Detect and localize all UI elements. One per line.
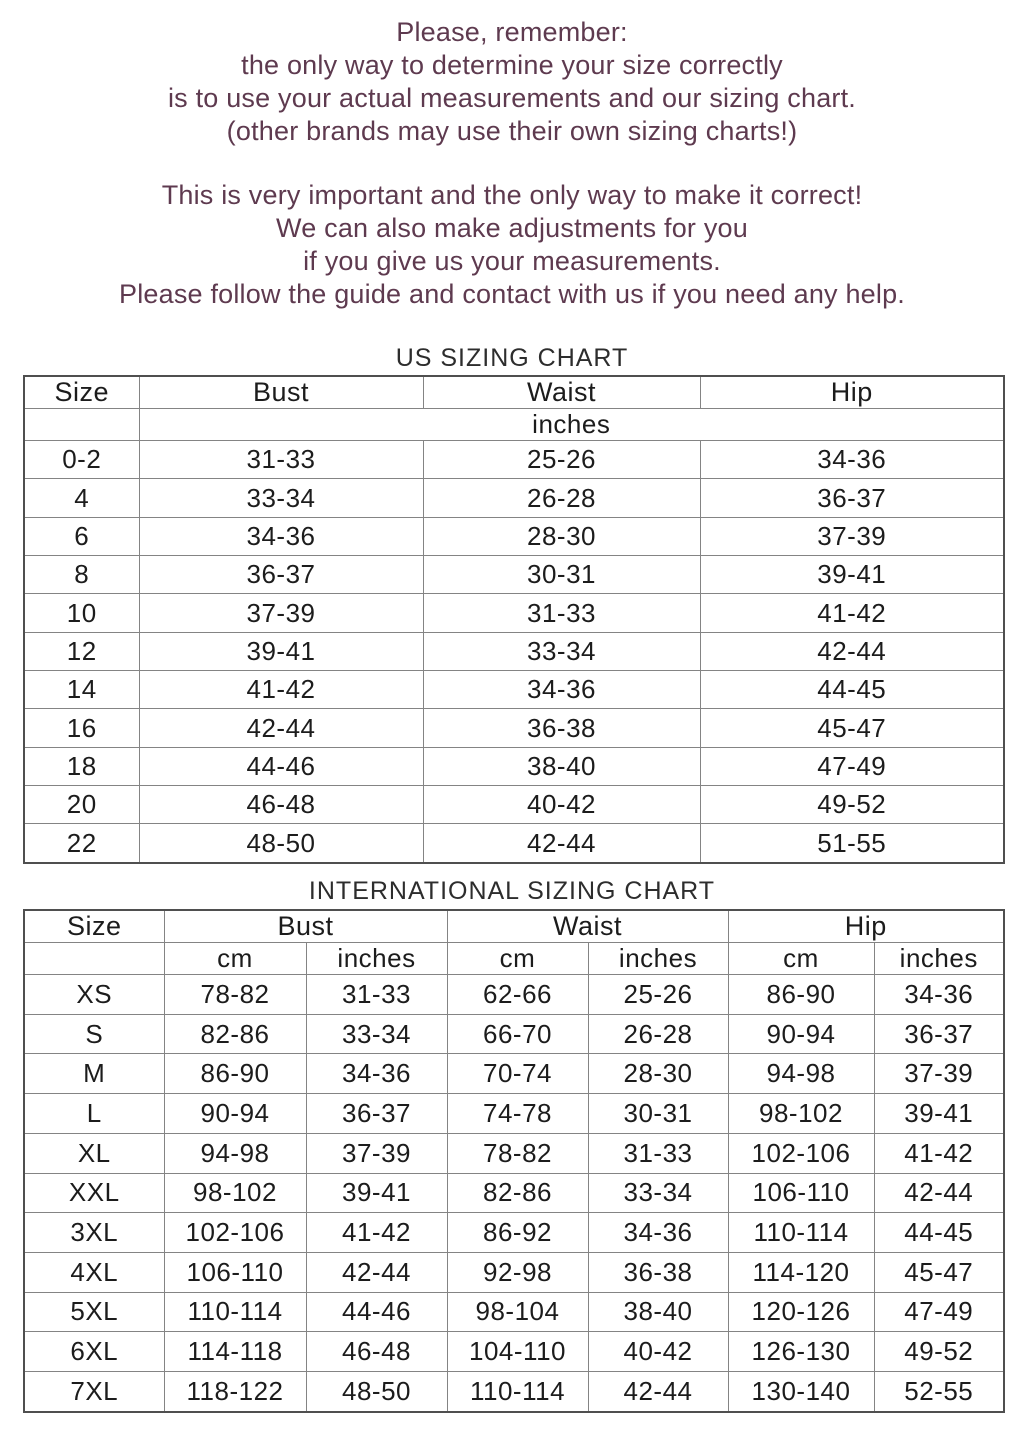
- size-cell: 14: [24, 671, 139, 709]
- measurement-cell: 37-39: [874, 1054, 1004, 1094]
- table-row: [24, 1133, 1004, 1173]
- measurement-cell: 31-33: [306, 975, 447, 1015]
- measurement-cell: 33-34: [588, 1173, 728, 1213]
- intro-line: if you give us your measurements.: [303, 246, 721, 276]
- measurement-cell: 86-90: [728, 975, 874, 1015]
- measurement-cell: 46-48: [139, 786, 423, 824]
- intro-line: the only way to determine your size correctly: [241, 50, 783, 80]
- measurement-cell: 25-26: [588, 975, 728, 1015]
- measurement-cell: 78-82: [164, 975, 306, 1015]
- measurement-cell: 36-37: [700, 479, 1004, 517]
- size-cell: S: [24, 1014, 164, 1054]
- measurement-cell: 26-28: [423, 479, 700, 517]
- size-cell: 0-2: [24, 441, 139, 479]
- measurement-cell: 92-98: [447, 1252, 588, 1292]
- empty-cell: [24, 943, 164, 975]
- table-row: [24, 824, 1004, 863]
- measurement-cell: 94-98: [164, 1133, 306, 1173]
- measurement-cell: 36-37: [139, 556, 423, 594]
- us-unit-label: inches: [139, 409, 1004, 441]
- measurement-cell: 45-47: [874, 1252, 1004, 1292]
- table-row: [24, 556, 1004, 594]
- waist-cm-header: cm: [447, 943, 588, 975]
- measurement-cell: 31-33: [588, 1133, 728, 1173]
- measurement-cell: 37-39: [139, 594, 423, 632]
- measurement-cell: 106-110: [728, 1173, 874, 1213]
- measurement-cell: 82-86: [164, 1014, 306, 1054]
- measurement-cell: 42-44: [423, 824, 700, 863]
- us-sizing-table: [23, 375, 1005, 864]
- measurement-cell: 102-106: [164, 1213, 306, 1253]
- size-cell: 6: [24, 517, 139, 555]
- table-row: [24, 594, 1004, 632]
- measurement-cell: 40-42: [588, 1332, 728, 1372]
- table-row: [24, 479, 1004, 517]
- measurement-cell: 49-52: [700, 786, 1004, 824]
- measurement-cell: 34-36: [306, 1054, 447, 1094]
- measurement-cell: 82-86: [447, 1173, 588, 1213]
- measurement-cell: 110-114: [447, 1372, 588, 1412]
- measurement-cell: 114-118: [164, 1332, 306, 1372]
- international-sizing-table: [23, 909, 1005, 1413]
- us-waist-column-header: Waist: [423, 376, 700, 409]
- size-cell: 20: [24, 786, 139, 824]
- measurement-cell: 86-92: [447, 1213, 588, 1253]
- measurement-cell: 39-41: [874, 1094, 1004, 1134]
- measurement-cell: 44-46: [139, 747, 423, 785]
- table-row: [24, 441, 1004, 479]
- size-cell: XL: [24, 1133, 164, 1173]
- measurement-cell: 42-44: [139, 709, 423, 747]
- intro-paragraph-1: [0, 16, 1024, 148]
- us-header-row: [24, 376, 1004, 409]
- size-cell: 10: [24, 594, 139, 632]
- intro-paragraph-2: [0, 179, 1024, 311]
- measurement-cell: 44-46: [306, 1292, 447, 1332]
- empty-cell: [24, 409, 139, 441]
- measurement-cell: 118-122: [164, 1372, 306, 1412]
- size-cell: 5XL: [24, 1292, 164, 1332]
- hip-inches-header: inches: [874, 943, 1004, 975]
- measurement-cell: 39-41: [700, 556, 1004, 594]
- measurement-cell: 33-34: [306, 1014, 447, 1054]
- size-cell: 4XL: [24, 1252, 164, 1292]
- measurement-cell: 38-40: [423, 747, 700, 785]
- measurement-cell: 37-39: [306, 1133, 447, 1173]
- size-cell: L: [24, 1094, 164, 1134]
- measurement-cell: 120-126: [728, 1292, 874, 1332]
- measurement-cell: 34-36: [874, 975, 1004, 1015]
- measurement-cell: 42-44: [874, 1173, 1004, 1213]
- measurement-cell: 30-31: [423, 556, 700, 594]
- measurement-cell: 94-98: [728, 1054, 874, 1094]
- waist-inches-header: inches: [588, 943, 728, 975]
- size-cell: 7XL: [24, 1372, 164, 1412]
- measurement-cell: 31-33: [423, 594, 700, 632]
- measurement-cell: 41-42: [306, 1213, 447, 1253]
- intl-bust-column-header: Bust: [164, 910, 447, 943]
- measurement-cell: 36-37: [874, 1014, 1004, 1054]
- measurement-cell: 66-70: [447, 1014, 588, 1054]
- measurement-cell: 51-55: [700, 824, 1004, 863]
- table-row: [24, 1173, 1004, 1213]
- measurement-cell: 41-42: [700, 594, 1004, 632]
- table-row: [24, 1213, 1004, 1253]
- measurement-cell: 47-49: [874, 1292, 1004, 1332]
- size-cell: XXL: [24, 1173, 164, 1213]
- table-row: [24, 517, 1004, 555]
- measurement-cell: 130-140: [728, 1372, 874, 1412]
- measurement-cell: 102-106: [728, 1133, 874, 1173]
- us-bust-column-header: Bust: [139, 376, 423, 409]
- intro-line: We can also make adjustments for you: [276, 213, 748, 243]
- measurement-cell: 34-36: [700, 441, 1004, 479]
- measurement-cell: 110-114: [728, 1213, 874, 1253]
- us-unit-row: [24, 409, 1004, 441]
- us-chart-title: US SIZING CHART: [395, 344, 629, 372]
- intl-hip-column-header: Hip: [728, 910, 1004, 943]
- measurement-cell: 52-55: [874, 1372, 1004, 1412]
- measurement-cell: 36-37: [306, 1094, 447, 1134]
- measurement-cell: 47-49: [700, 747, 1004, 785]
- measurement-cell: 114-120: [728, 1252, 874, 1292]
- size-cell: 4: [24, 479, 139, 517]
- measurement-cell: 48-50: [306, 1372, 447, 1412]
- table-row: [24, 709, 1004, 747]
- size-cell: XS: [24, 975, 164, 1015]
- measurement-cell: 70-74: [447, 1054, 588, 1094]
- table-row: [24, 786, 1004, 824]
- measurement-cell: 34-36: [588, 1213, 728, 1253]
- us-table-body: [24, 441, 1004, 864]
- size-cell: 6XL: [24, 1332, 164, 1372]
- measurement-cell: 49-52: [874, 1332, 1004, 1372]
- measurement-cell: 98-104: [447, 1292, 588, 1332]
- measurement-cell: 40-42: [423, 786, 700, 824]
- measurement-cell: 30-31: [588, 1094, 728, 1134]
- us-size-column-header: Size: [24, 376, 139, 409]
- bust-cm-header: cm: [164, 943, 306, 975]
- intro-text: [0, 16, 1024, 311]
- measurement-cell: 104-110: [447, 1332, 588, 1372]
- measurement-cell: 28-30: [588, 1054, 728, 1094]
- measurement-cell: 37-39: [700, 517, 1004, 555]
- us-hip-column-header: Hip: [700, 376, 1004, 409]
- measurement-cell: 33-34: [423, 632, 700, 670]
- measurement-cell: 36-38: [588, 1252, 728, 1292]
- measurement-cell: 106-110: [164, 1252, 306, 1292]
- measurement-cell: 42-44: [588, 1372, 728, 1412]
- measurement-cell: 98-102: [728, 1094, 874, 1134]
- measurement-cell: 28-30: [423, 517, 700, 555]
- intl-waist-column-header: Waist: [447, 910, 728, 943]
- bust-inches-header: inches: [306, 943, 447, 975]
- size-cell: M: [24, 1054, 164, 1094]
- intro-line: Please, remember:: [396, 17, 628, 47]
- table-row: [24, 632, 1004, 670]
- measurement-cell: 31-33: [139, 441, 423, 479]
- table-row: [24, 1332, 1004, 1372]
- size-cell: 3XL: [24, 1213, 164, 1253]
- measurement-cell: 74-78: [447, 1094, 588, 1134]
- size-cell: 18: [24, 747, 139, 785]
- measurement-cell: 38-40: [588, 1292, 728, 1332]
- measurement-cell: 26-28: [588, 1014, 728, 1054]
- measurement-cell: 41-42: [139, 671, 423, 709]
- table-row: [24, 1372, 1004, 1412]
- intro-line: Please follow the guide and contact with us if you need any help.: [118, 279, 905, 309]
- table-row: [24, 1054, 1004, 1094]
- intro-line: is to use your actual measurements and our sizing chart.: [167, 83, 857, 113]
- intl-size-column-header: Size: [24, 910, 164, 943]
- hip-cm-header: cm: [728, 943, 874, 975]
- size-cell: 16: [24, 709, 139, 747]
- table-row: [24, 1094, 1004, 1134]
- size-cell: 8: [24, 556, 139, 594]
- measurement-cell: 126-130: [728, 1332, 874, 1372]
- table-row: [24, 1252, 1004, 1292]
- table-row: [24, 1292, 1004, 1332]
- table-row: [24, 1014, 1004, 1054]
- international-chart-title: INTERNATIONAL SIZING CHART: [308, 877, 716, 905]
- intl-unit-row: [24, 943, 1004, 975]
- measurement-cell: 42-44: [306, 1252, 447, 1292]
- measurement-cell: 41-42: [874, 1133, 1004, 1173]
- table-row: [24, 747, 1004, 785]
- measurement-cell: 39-41: [306, 1173, 447, 1213]
- measurement-cell: 90-94: [728, 1014, 874, 1054]
- table-row: [24, 975, 1004, 1015]
- measurement-cell: 39-41: [139, 632, 423, 670]
- intl-header-row: [24, 910, 1004, 943]
- intro-line: (other brands may use their own sizing charts!): [226, 116, 798, 146]
- measurement-cell: 44-45: [874, 1213, 1004, 1253]
- measurement-cell: 34-36: [423, 671, 700, 709]
- measurement-cell: 62-66: [447, 975, 588, 1015]
- measurement-cell: 78-82: [447, 1133, 588, 1173]
- measurement-cell: 46-48: [306, 1332, 447, 1372]
- measurement-cell: 110-114: [164, 1292, 306, 1332]
- measurement-cell: 25-26: [423, 441, 700, 479]
- measurement-cell: 86-90: [164, 1054, 306, 1094]
- measurement-cell: 36-38: [423, 709, 700, 747]
- measurement-cell: 48-50: [139, 824, 423, 863]
- size-cell: 12: [24, 632, 139, 670]
- measurement-cell: 90-94: [164, 1094, 306, 1134]
- table-row: [24, 671, 1004, 709]
- measurement-cell: 45-47: [700, 709, 1004, 747]
- measurement-cell: 33-34: [139, 479, 423, 517]
- measurement-cell: 98-102: [164, 1173, 306, 1213]
- intl-table-body: [24, 975, 1004, 1413]
- measurement-cell: 42-44: [700, 632, 1004, 670]
- measurement-cell: 44-45: [700, 671, 1004, 709]
- size-cell: 22: [24, 824, 139, 863]
- measurement-cell: 34-36: [139, 517, 423, 555]
- intro-line: This is very important and the only way to make it correct!: [161, 180, 863, 210]
